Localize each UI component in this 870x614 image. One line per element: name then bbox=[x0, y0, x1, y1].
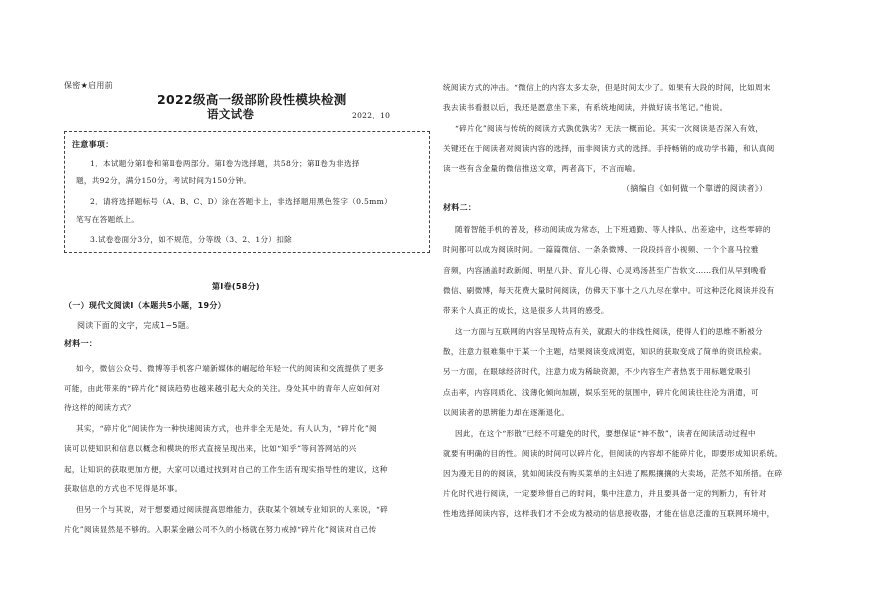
notice-line: 1．本试题分第Ⅰ卷和第Ⅱ卷两部分。第Ⅰ卷为选择题，共58分；第Ⅱ卷为非选择 bbox=[90, 159, 360, 168]
right-line: 另一方面，在眼球经济时代，注意力成为稀缺资源，不少内容生产者热衷于用标题党吸引 bbox=[443, 367, 751, 376]
left-line: 片化”阅读显然是不够的。入职某金融公司不久的小杨就在努力戒掉“碎片化”阅读对自己传 bbox=[64, 525, 377, 534]
right-line: 片化时代进行阅读，一定要珍惜自己的时间，集中注意力，并且要具备一定的判断力，有针对 bbox=[443, 489, 767, 498]
right-line: 我去读书看报以后，我还是愿意坐下来，有系统地阅读，并做好读书笔记。”他说。 bbox=[443, 103, 728, 112]
left-line: 但另一个与其说，对于想要通过阅读提高思维能力，获取某个领域专业知识的人来说，“碎 bbox=[76, 505, 389, 514]
left-line: 其实，“碎片化”阅读作为一种快速阅读方式，也并非全无是处。有人认为，“碎片化”阅 bbox=[76, 424, 377, 433]
right-line: 因此，在这个“形散”已经不可避免的时代，要想保证“神不散”，读者在阅读活动过程中 bbox=[455, 429, 756, 438]
secret-mark: 保密★启用前 bbox=[64, 81, 113, 90]
left-line: 读可以使知识和信息以概念和模块的形式直接呈现出来，比如“知乎”等问答网站的兴 bbox=[64, 444, 357, 453]
right-line: 关键还在于阅读者对阅读内容的选择，而非阅读方式的选择。手持畅销的成功学书籍，和认真阅 bbox=[443, 144, 775, 153]
right-line: “碎片化”阅读与传统的阅读方式孰优孰劣？无法一概而论。其实一次阅读是否深入有效， bbox=[455, 124, 764, 133]
left-line: 获取信息的方式也不见得是坏事。 bbox=[64, 484, 183, 493]
right-line: 因为漫无目的的阅读，犹如阅读没有购买菜单的主妇进了熙熙攘攘的大卖场，茫然不知所措。在碎 bbox=[443, 469, 783, 478]
right-line: 就要有明确的目的性。阅读的时间可以碎片化，但阅读的内容却不能碎片化，即要形成知识系统。 bbox=[443, 449, 783, 458]
right-line: 带来个人真正的成长，这是很多人共同的感受。 bbox=[443, 306, 609, 315]
notice-line: 2．请将选择题标号（A、B、C、D）涂在答题卡上，非选择题用黑色签字（0.5mm） bbox=[90, 197, 392, 206]
notice-line: 3.试卷卷面分3分，如不规范，分等级（3、2、1分）扣除 bbox=[90, 235, 293, 244]
notice-line: 笔写在答题纸上。 bbox=[76, 215, 140, 224]
right-line: 散，注意力很难集中于某一个主题，结果阅读变成浏览，知识的获取变成了简单的资讯检索。 bbox=[443, 347, 767, 356]
right-line: 这一方面与互联网的内容呈现特点有关，就跟大的非线性阅读，使得人们的思维不断被分 bbox=[455, 327, 763, 336]
right-line: 微信、刷微博，每天花费大量时间阅读，仿佛天下事十之八九尽在掌中。可这种泛化阅读并没有 bbox=[443, 286, 775, 295]
material1-label: 材料一： bbox=[64, 339, 98, 348]
right-line: 时间都可以成为阅读时间。一篇篇微信、一条条微博、一段段抖音小视频、一个个喜马拉雅 bbox=[443, 245, 759, 254]
left-line: 待这样的阅读方式？ bbox=[64, 403, 136, 412]
right-line: 性地选择阅读内容，这样我们才不会成为被动的信息接收器，才能在信息泛滥的互联网环境中， bbox=[443, 509, 775, 518]
right-line: 以阅读者的思辨能力却在逐渐退化。 bbox=[443, 408, 570, 417]
right-line: 点击率，内容同质化、浅薄化倾向加剧，娱乐至死的氛围中，碎片化阅读往往沦为消遣，可 bbox=[443, 388, 759, 397]
notice-heading: 注意事项： bbox=[72, 140, 114, 149]
material2-label: 材料二： bbox=[443, 203, 477, 212]
source-citation: （摘编自《如何做一个靠谱的阅读者》） bbox=[622, 184, 768, 193]
part-title: 第Ⅰ卷(58分) bbox=[212, 282, 260, 291]
right-line: 统阅读方式的冲击。“微信上的内容太多太杂，但是时间太少了。如果有大段的时间，比如周末 bbox=[443, 83, 771, 92]
right-line: 音频，内容涵盖时政新闻、明星八卦、育儿心得、心灵鸡汤甚至广告软文……我们从早到晚看 bbox=[443, 266, 767, 275]
left-line: 可能，由此带来的“碎片化”阅读趋势也越来越引起大众的关注。身处其中的青年人应如何对 bbox=[64, 384, 381, 393]
exam-date: 2022．10 bbox=[352, 111, 391, 120]
exam-subtitle: 语文试卷 bbox=[207, 107, 255, 121]
right-line: 随着智能手机的普及，移动阅读成为常态，上下班通勤、等人排队、出差途中，这些零碎的 bbox=[455, 225, 771, 234]
left-line: 如今，微信公众号、微博等手机客户端新媒体的崛起给年轻一代的阅读和交流提供了更多 bbox=[76, 364, 384, 373]
right-line: 读一些有含金量的微信推送文章，两者高下，不言而喻。 bbox=[443, 164, 641, 173]
exam-title: 2022级高一级部阶段性模块检测 bbox=[157, 92, 347, 107]
left-line: 起，让知识的获取更加方便，大家可以通过找到对自己的工作生活有现实指导性的建议，这种 bbox=[64, 465, 388, 474]
instruction: 阅读下面的文字，完成1~5题。 bbox=[77, 321, 195, 330]
notice-line: 题，共92分，满分150分，考试时间为150分钟。 bbox=[76, 176, 252, 185]
question-title: （一）现代文阅读Ⅰ（本题共5小题，19分） bbox=[64, 301, 226, 310]
